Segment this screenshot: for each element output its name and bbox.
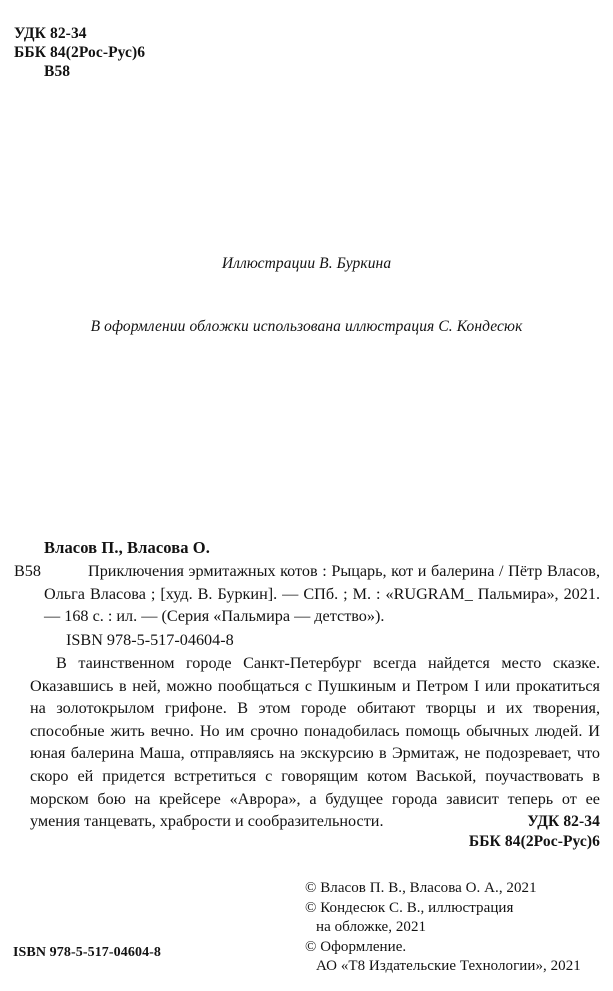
udk-code-bottom: УДК 82-34 xyxy=(527,813,600,830)
isbn-bottom: ISBN 978-5-517-04604-8 xyxy=(13,945,162,960)
bbk-code-top: ББК 84(2Рос-Рус)6 xyxy=(14,44,146,61)
book-annotation: В таинственном городе Санкт-Петербург всегда найдется место сказке. Оказавшись в ней, можно пообщаться с Пушкиным и Петром I или прокатиться на золотокрылом грифоне. В этом городе обитают творцы и их творения, способные жить вечно. Но им срочно понадобилась помощь обычных людей. И юная балерина Маша, отправляясь на экскурсию в Эрмитаж, не подозревает, что скоро ей придется встретиться с говорящим котом Васькой, поучаствовать в морском бою на крейсере «Аврора», а будущее города зависит теперь от ее умения танцевать, храбрости и сообразительности. xyxy=(30,654,600,831)
biblio-shelfmark: В58 xyxy=(14,562,41,580)
copyright-line-authors: © Власов П. В., Власова О. А., 2021 xyxy=(305,880,537,896)
biblio-isbn: ISBN 978-5-517-04604-8 xyxy=(66,630,234,649)
biblio-description: Приключения эрмитажных котов : Рыцарь, кот и балерина / Пётр Власов, Ольга Власова ; [худ. В. Буркин]. — СПб. ; М. : «RUGRAM_ Пальмира», 2021. — 168 с. : ил. — (Серия «Пальмира — детство»). xyxy=(44,562,600,626)
classification-bottom-block xyxy=(469,812,600,851)
copyright-line-cover: на обложке, 2021 xyxy=(316,919,427,936)
author-sign-code-top: В58 xyxy=(44,63,71,80)
copyright-line-publisher: АО «Т8 Издательские Технологии», 2021 xyxy=(316,958,581,975)
copyright-block xyxy=(305,879,581,977)
copyright-line-illustrator: © Кондесюк С. В., иллюстрация xyxy=(305,899,514,916)
bibliographic-description-block xyxy=(14,538,600,651)
classification-top-block xyxy=(14,24,145,81)
biblio-authors: Власов П., Власова О. xyxy=(44,538,210,557)
udk-code-top: УДК 82-34 xyxy=(14,25,87,42)
biblio-body xyxy=(14,560,600,628)
illustrator-credit: Иллюстрации В. Буркина xyxy=(221,255,392,272)
cover-illustration-credit: В оформлении обложки использована иллюстрация С. Кондесюк xyxy=(90,318,523,335)
bbk-code-bottom: ББК 84(2Рос-Рус)6 xyxy=(468,832,600,850)
copyright-line-design: © Оформление. xyxy=(305,938,407,955)
